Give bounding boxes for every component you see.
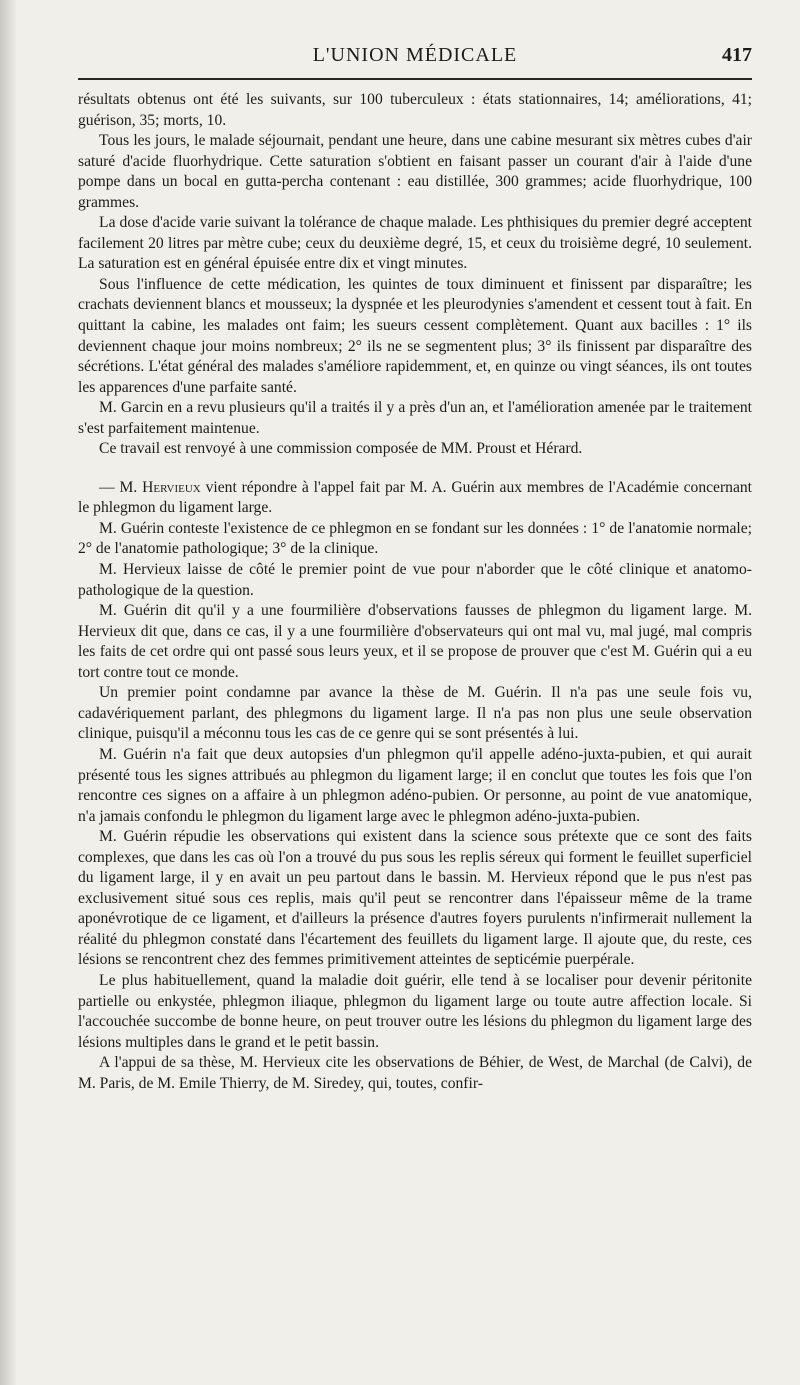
article-body <box>78 90 752 1094</box>
page-header <box>78 44 752 72</box>
running-title: L'UNION MÉDICALE <box>312 44 518 66</box>
paragraph: M. Guérin répudie les observations qui existent dans la science sous prétexte que ce sont des faits complexes, que dans les cas où l'on a trouvé du pus sous les replis séreux qui forment le feuillet superficiel du ligament large, il y en avait un peu partout dans le bassin. M. Hervieux répond que le pus n'est pas exclusivement situé sous ces replis, mais qu'il peut se rencontrer dans l'épaisseur même de la trame aponévrotique de ce ligament, et d'ailleurs la présence d'autres foyers purulents n'infirmerait nullement la réalité du phlegmon constaté dans l'écartement des feuillets du ligament large. Il ajoute que, du reste, ces lésions se rencontrent chez des femmes primitivement atteintes de septicémie puerpérale. <box>78 828 752 969</box>
paragraph: Sous l'influence de cette médication, les quintes de toux diminuent et finissent par disparaître; les crachats deviennent blancs et mousseux; la dyspnée et les pleurodynies s'amendent et cessent tout à fait. En quittant la cabine, les malades ont faim; les sueurs cessent complètement. Quant aux bacilles : 1° ils deviennent chaque jour moins nombreux; 2° ils ne se segmentent plus; 3° ils finissent par disparaître des sécrétions. L'état général des malades s'améliore rapidemment, et, en quinze ou vingt séances, ils ont toutes les apparences d'une parfaite santé. <box>78 275 752 396</box>
header-rule <box>78 78 752 80</box>
paragraph: M. Guérin dit qu'il y a une fourmilière d'observations fausses de phlegmon du ligament large. M. Hervieux dit que, dans ce cas, il y a une fourmilière d'observateurs qui ont mal vu, mal jugé, mal compris les faits de cet ordre qui ont passé sous leurs yeux, et il se propose de prouver que c'est M. Guérin qui a eu tort contre tout ce monde. <box>78 602 752 681</box>
paragraph: Tous les jours, le malade séjournait, pendant une heure, dans une cabine mesurant six mètres cubes d'air saturé d'acide fluorhydrique. Cette saturation s'obtient en faisant passer un courant d'air à l'aide d'une pompe dans un bocal en gutta-percha contenant : eau distillée, 300 grammes; acide fluorhydrique, 100 grammes. <box>78 132 752 211</box>
paragraph: résultats obtenus ont été les suivants, sur 100 tuberculeux : états stationnaires, 14; améliorations, 41; guérison, 35; morts, 10. <box>78 91 752 129</box>
paragraph: Un premier point condamne par avance la thèse de M. Guérin. Il n'a pas une seule fois vu, cadavériquement parlant, des phlegmons du ligament large. Il n'a pas non plus une seule observation clinique, puisqu'il a méconnu tous les cas de ce genre qui se sont présentés à lui. <box>78 684 752 743</box>
page-edge-shadow <box>0 0 16 1385</box>
paragraph: M. Guérin conteste l'existence de ce phlegmon en se fondant sur les données : 1° de l'anatomie normale; 2° de l'anatomie pathologique; 3° de la clinique. <box>78 519 752 558</box>
paragraph: M. Guérin n'a fait que deux autopsies d'un phlegmon qu'il appelle adéno-juxta-pubien, et qui aurait présenté tous les signes attribués au phlegmon du ligament large; il en conclut que toutes les fois que l'on rencontre ces signes on a affaire à un phlegmon adéno-pubien. Or personne, au point de vue anatomique, n'a jamais confondu le phlegmon du ligament large avec le phlegmon adéno-juxta-pubien. <box>78 745 752 825</box>
paragraph: A l'appui de sa thèse, M. Hervieux cite les observations de Béhier, de West, de Marchal (de Calvi), de M. Paris, de M. Emile Thierry, de M. Siredey, qui, toutes, confir- <box>78 1054 752 1092</box>
paragraph: M. Hervieux laisse de côté le premier point de vue pour n'aborder que le côté clinique et anatomo-pathologique de la question. <box>78 561 752 599</box>
paragraph: La dose d'acide varie suivant la tolérance de chaque malade. Les phthisiques du premier degré acceptent facilement 20 litres par mètre cube; ceux du deuxième degré, 15, et ceux du troisième degré, 10 seulement. La saturation est en général épuisée entre dix et vingt minutes. <box>78 214 752 273</box>
page-number: 417 <box>722 44 752 66</box>
author-name-hervieux: Hervieux <box>142 478 201 496</box>
hervieux-lead: — M. <box>99 478 138 496</box>
paragraph: M. Garcin en a revu plusieurs qu'il a traités il y a près d'un an, et l'amélioration amenée par le traitement s'est parfaitement maintenue. <box>78 399 752 437</box>
hervieux-text: vient répondre à l'appel fait par M. A. Guérin aux membres de l'Académie concernant le phlegmon du ligament large. <box>78 478 753 517</box>
paragraph: Le plus habituellement, quand la maladie doit guérir, elle tend à se localiser pour devenir péritonite partielle ou enkystée, phlegmon iliaque, phlegmon du ligament large ou toute autre affection locale. Si l'accouchée succombe de bonne heure, on peut trouver outre les lésions du phlegmon du ligament large des lésions multiples dans le grand et le petit bassin. <box>78 971 752 1051</box>
paragraph: Ce travail est renvoyé à une commission composée de MM. Proust et Hérard. <box>99 440 583 458</box>
paragraph-hervieux <box>78 478 752 519</box>
